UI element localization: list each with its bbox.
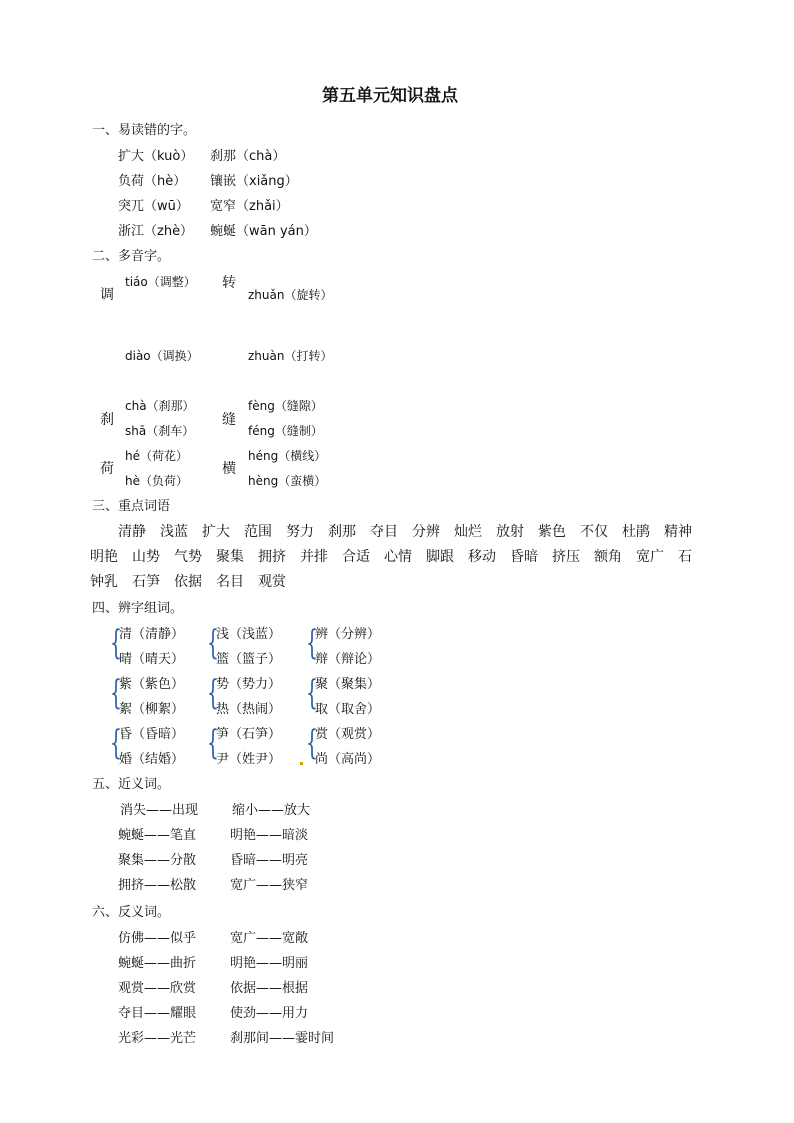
polyphonic-reading: féng（缝制） xyxy=(248,424,323,438)
synonym-pair: 缩小——放大 xyxy=(232,803,311,818)
brace-icon: { xyxy=(306,673,318,713)
pair-word: 势（势力） xyxy=(216,677,282,692)
polyphonic-char: 荷 xyxy=(100,461,114,477)
key-words-line: 钟乳 石笋 依据 名目 观赏 xyxy=(90,574,286,590)
dot-mark xyxy=(300,762,303,765)
antonym-pair: 依据——根据 xyxy=(230,981,309,996)
antonym-pair: 仿佛——似乎 xyxy=(118,931,197,946)
polyphonic-reading: tiáo（调整） xyxy=(125,275,196,289)
polyphonic-char: 调 xyxy=(100,287,114,303)
antonym-pair: 使劲——用力 xyxy=(230,1006,309,1021)
brace-icon: { xyxy=(306,623,318,663)
polyphonic-char: 横 xyxy=(222,461,236,477)
brace-icon: { xyxy=(110,673,122,713)
synonym-pair: 明艳——暗淡 xyxy=(230,828,309,843)
pair-word: 篮（篮子） xyxy=(216,652,282,667)
polyphonic-char: 转 xyxy=(222,275,236,291)
misread-item: 宽窄（zhǎi） xyxy=(210,199,289,214)
brace-icon: { xyxy=(110,623,122,663)
pair-word: 晴（晴天） xyxy=(119,652,185,667)
pair-word: 辨（分辨） xyxy=(315,627,381,642)
section-heading-5: 五、近义词。 xyxy=(92,777,171,792)
polyphonic-reading: fèng（缝隙） xyxy=(248,399,323,413)
synonym-pair: 昏暗——明亮 xyxy=(230,853,309,868)
pair-word: 笋（石笋） xyxy=(216,727,282,742)
misread-item: 镶嵌（xiǎng） xyxy=(210,174,298,189)
polyphonic-reading: shā（刹车） xyxy=(125,424,195,438)
brace-icon: { xyxy=(207,673,219,713)
synonym-pair: 消失——出现 xyxy=(120,803,199,818)
misread-item: 浙江（zhè） xyxy=(118,224,194,239)
antonym-pair: 刹那间——霎时间 xyxy=(230,1031,335,1046)
pair-word: 辩（辩论） xyxy=(315,652,381,667)
brace-icon: { xyxy=(207,623,219,663)
polyphonic-reading: hèng（蛮横） xyxy=(248,474,327,488)
section-heading-2: 二、多音字。 xyxy=(92,249,171,264)
synonym-pair: 宽广——狭窄 xyxy=(230,878,309,893)
polyphonic-reading: héng（横线） xyxy=(248,449,327,463)
misread-item: 突兀（wū） xyxy=(118,199,189,214)
section-heading-6: 六、反义词。 xyxy=(92,905,171,920)
antonym-pair: 光彩——光芒 xyxy=(118,1031,197,1046)
key-words-line: 清静 浅蓝 扩大 范围 努力 刹那 夺目 分辨 灿烂 放射 紫色 不仅 杜鹃 精神 xyxy=(118,524,692,540)
polyphonic-reading: chà（刹那） xyxy=(125,399,195,413)
pair-word: 尹（姓尹） xyxy=(216,752,282,767)
synonym-pair: 聚集——分散 xyxy=(118,853,197,868)
misread-item: 蜿蜒（wān yán） xyxy=(210,224,317,239)
section-heading-1: 一、易读错的字。 xyxy=(92,123,197,138)
misread-item: 扩大（kuò） xyxy=(118,149,194,164)
pair-word: 尚（高尚） xyxy=(315,752,381,767)
polyphonic-reading: diào（调换） xyxy=(125,349,199,363)
misread-item: 刹那（chà） xyxy=(210,149,286,164)
antonym-pair: 蜿蜒——曲折 xyxy=(118,956,197,971)
brace-icon: { xyxy=(207,723,219,763)
page-title: 第五单元知识盘点 xyxy=(322,86,458,106)
pair-word: 昏（昏暗） xyxy=(119,727,185,742)
pair-word: 取（取舍） xyxy=(315,702,381,717)
key-words-line: 明艳 山势 气势 聚集 拥挤 并排 合适 心情 脚跟 移动 昏暗 挤压 额角 宽广 石 xyxy=(90,549,692,565)
polyphonic-char: 刹 xyxy=(100,412,114,428)
polyphonic-reading: hè（负荷） xyxy=(125,474,188,488)
pair-word: 清（清静） xyxy=(119,627,185,642)
antonym-pair: 观赏——欣赏 xyxy=(118,981,197,996)
brace-icon: { xyxy=(110,723,122,763)
pair-word: 聚（聚集） xyxy=(315,677,381,692)
antonym-pair: 明艳——明丽 xyxy=(230,956,309,971)
misread-item: 负荷（hè） xyxy=(118,174,187,189)
polyphonic-char: 缝 xyxy=(222,412,236,428)
synonym-pair: 拥挤——松散 xyxy=(118,878,197,893)
antonym-pair: 宽广——宽敞 xyxy=(230,931,309,946)
pair-word: 赏（观赏） xyxy=(315,727,381,742)
pair-word: 浅（浅蓝） xyxy=(216,627,282,642)
pair-word: 紫（紫色） xyxy=(119,677,185,692)
polyphonic-reading: zhuàn（打转） xyxy=(248,349,333,363)
polyphonic-reading: hé（荷花） xyxy=(125,449,188,463)
polyphonic-reading: zhuǎn（旋转） xyxy=(248,288,333,302)
section-heading-4: 四、辨字组词。 xyxy=(92,601,184,616)
pair-word: 婚（结婚） xyxy=(119,752,185,767)
pair-word: 热（热闹） xyxy=(216,702,282,717)
pair-word: 絮（柳絮） xyxy=(119,702,185,717)
synonym-pair: 蜿蜒——笔直 xyxy=(118,828,197,843)
section-heading-3: 三、重点词语 xyxy=(92,499,171,514)
brace-icon: { xyxy=(306,723,318,763)
antonym-pair: 夺目——耀眼 xyxy=(118,1006,197,1021)
